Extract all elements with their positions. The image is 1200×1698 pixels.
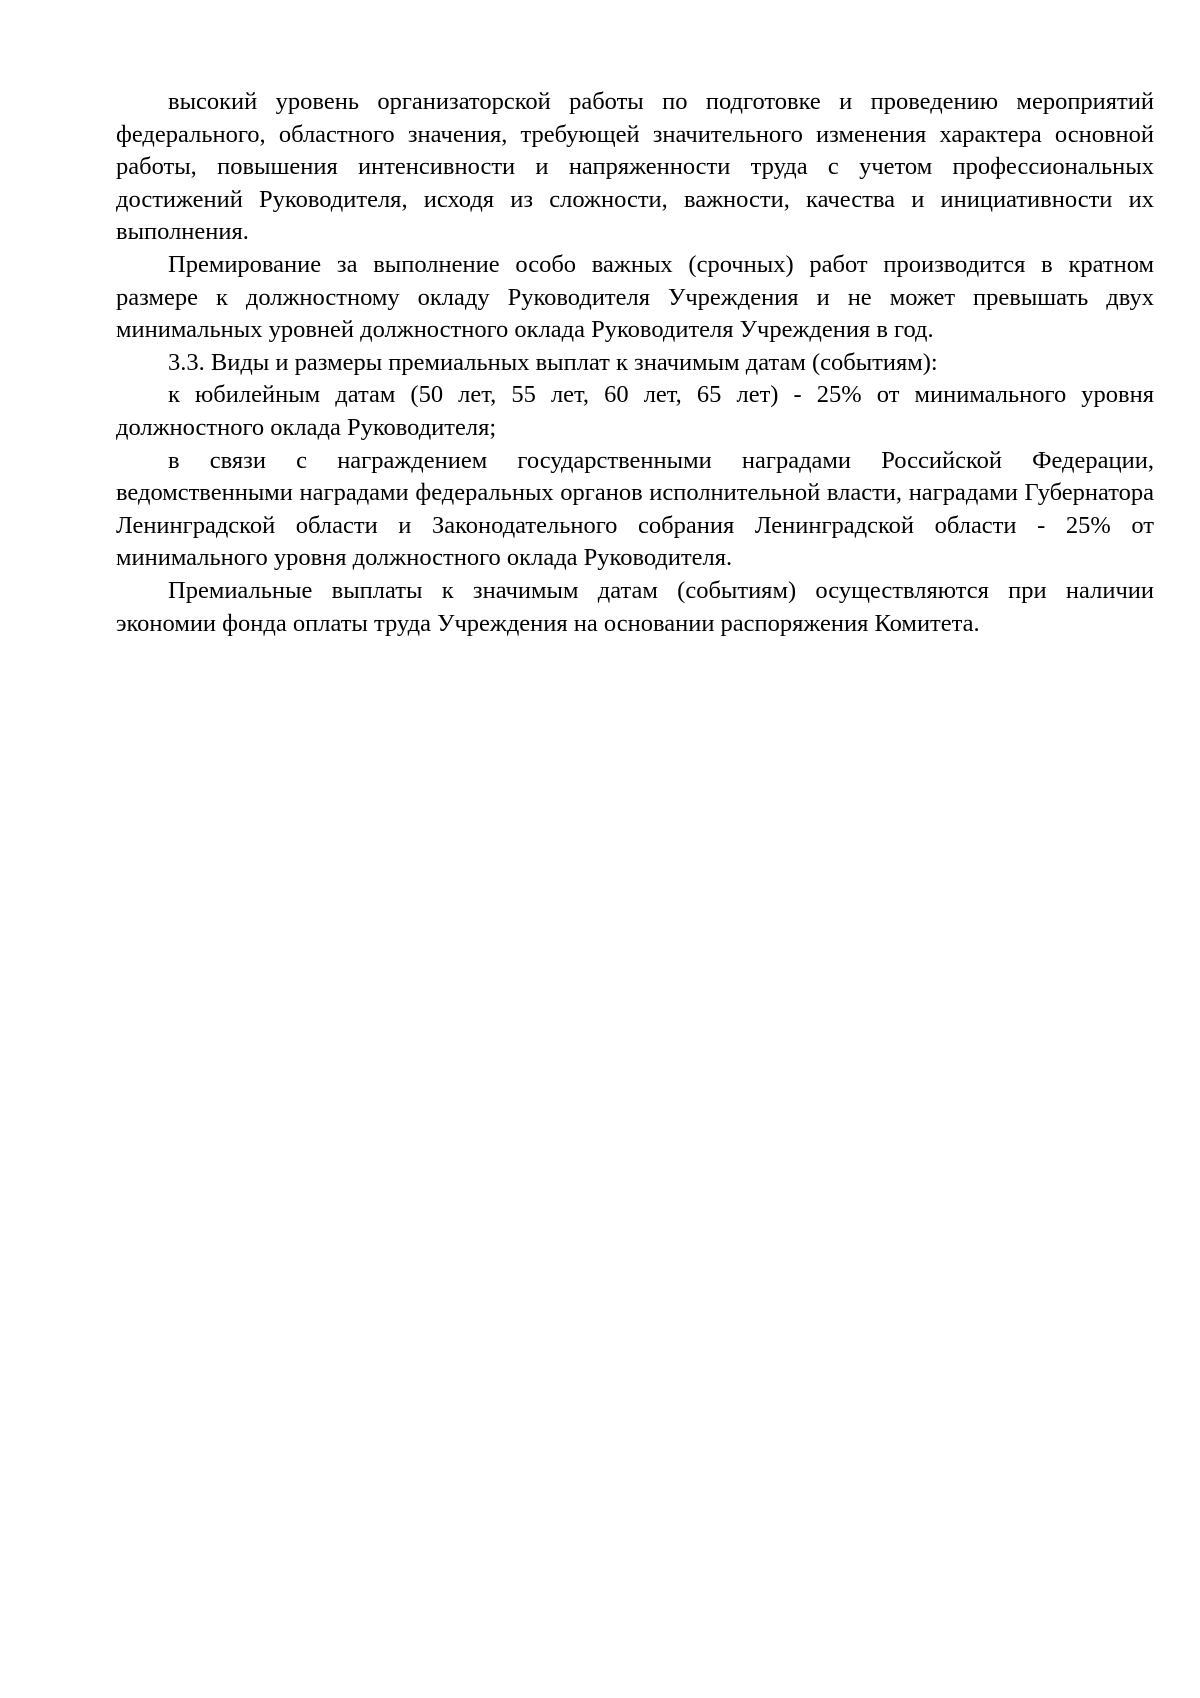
paragraph-section-3-3-heading: 3.3. Виды и размеры премиальных выплат к значимым датам (событиям): bbox=[168, 348, 938, 376]
document-body bbox=[116, 86, 1154, 640]
paragraph-urgent-work-bonus: Премирование за выполнение особо важных (срочных) работ производится в кратном размере к должностному окладу Руководителя Учреждения и не может превышать двух минимальных уровней должностного оклада Руководителя Учреждения в год. bbox=[116, 250, 1154, 344]
paragraph-anniversary-dates: к юбилейным датам (50 лет, 55 лет, 60 лет, 65 лет) - 25% от минимального уровня должностного оклада Руководителя; bbox=[116, 381, 1154, 441]
paragraph-state-awards: в связи с награждением государственными наградами Российской Федерации, ведомственными наградами федеральных органов исполнительной власти, наградами Губернатора Ленинградской области и Законодательного собрания Ленинградской области - 25% от минимального уровня должностного оклада Руководителя. bbox=[116, 446, 1154, 572]
paragraph-organizational-work: высокий уровень организаторской работы по подготовке и проведению мероприятий федерального, областного значения, требующей значительного изменения характера основной работы, повышения интенсивности и напряженности труда с учетом профессиональных достижений Руководителя, исходя из сложности, важности, качества и инициативности их выполнения. bbox=[116, 88, 1154, 246]
paragraph-bonus-conditions: Премиальные выплаты к значимым датам (событиям) осуществляются при наличии экономии фонда оплаты труда Учреждения на основании распоряжения Комитета. bbox=[116, 576, 1154, 637]
